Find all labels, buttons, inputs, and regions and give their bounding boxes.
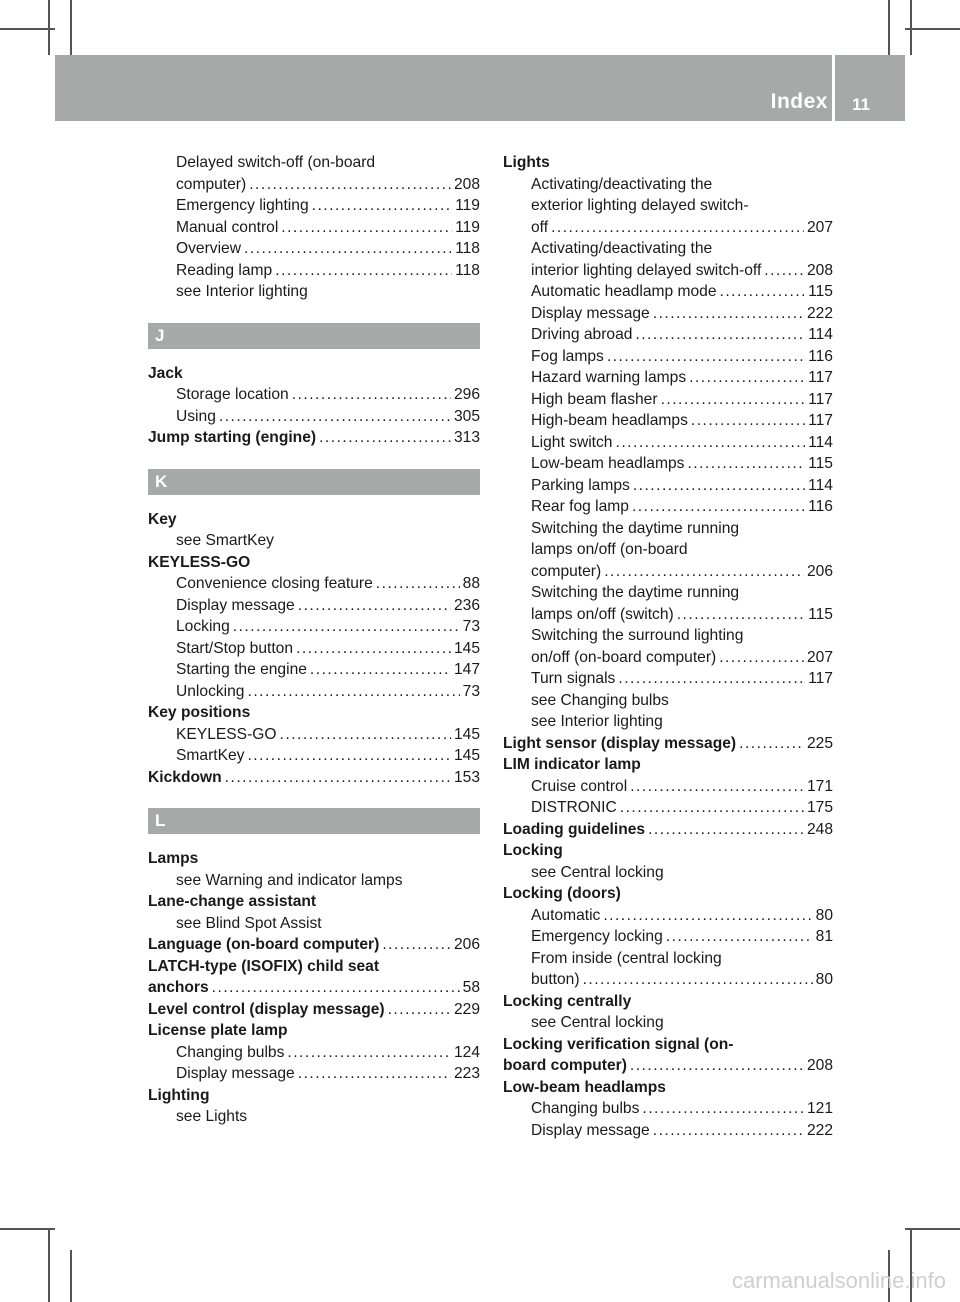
index-subentry	[148, 573, 480, 595]
entry-text: Storage location	[176, 386, 289, 403]
crop-mark	[48, 1228, 50, 1302]
page-reference: 117	[808, 369, 833, 386]
page-reference: 80	[815, 971, 833, 988]
index-subentry	[148, 659, 480, 681]
dot-leader	[618, 668, 805, 690]
entry-text: off	[531, 218, 549, 236]
dot-leader	[615, 432, 805, 454]
index-subentry	[503, 453, 833, 475]
page-reference: 206	[806, 562, 833, 580]
index-subentry	[503, 582, 833, 604]
entry-text: Convenience closing feature	[176, 575, 373, 592]
index-subentry	[503, 690, 833, 712]
entry-text: DISTRONIC	[531, 799, 617, 816]
page-reference: 88	[462, 575, 480, 592]
page-reference: 207	[806, 648, 833, 666]
entry-text: Manual control	[176, 218, 279, 236]
dot-leader	[312, 195, 453, 217]
dot-leader	[653, 303, 804, 325]
index-subentry	[148, 174, 480, 196]
entry-text: Level control (display message)	[148, 1000, 385, 1018]
index-subentry	[148, 152, 480, 174]
dot-leader	[720, 281, 806, 303]
page-reference: 119	[455, 197, 480, 214]
index-subentry	[503, 260, 833, 282]
index-subentry	[503, 174, 833, 196]
page-reference: 118	[455, 261, 480, 279]
index-subentry	[503, 195, 833, 217]
entry-text: Key	[148, 510, 177, 528]
dot-leader	[677, 604, 805, 626]
entry-text: Unlocking	[176, 682, 245, 700]
dot-leader	[607, 346, 805, 368]
page-reference: 117	[808, 670, 833, 687]
page-reference: 73	[462, 682, 480, 700]
index-entry	[148, 977, 480, 999]
index-subentry	[503, 948, 833, 970]
index-subentry	[148, 913, 480, 935]
dot-leader	[666, 926, 813, 948]
entry-text: License plate lamp	[148, 1022, 288, 1039]
index-subentry	[503, 905, 833, 927]
entry-text: Jack	[148, 364, 183, 382]
dot-leader	[551, 217, 804, 239]
page-reference: 117	[808, 390, 833, 408]
page-reference: 171	[806, 777, 833, 795]
index-entry	[503, 840, 833, 862]
entry-text: anchors	[148, 979, 209, 996]
index-subentry	[148, 1042, 480, 1064]
index-entry	[148, 891, 480, 913]
index-subentry	[148, 1063, 480, 1085]
page-reference: 229	[453, 1000, 480, 1018]
index-entry	[503, 1034, 833, 1056]
page-reference: 121	[806, 1100, 833, 1117]
dot-leader	[219, 406, 451, 428]
dot-leader	[233, 616, 460, 638]
entry-text: button)	[531, 971, 580, 988]
entry-text: Lighting	[148, 1086, 210, 1104]
entry-text: Jump starting (engine)	[148, 429, 317, 446]
index-subentry	[503, 625, 833, 647]
index-subentry	[503, 604, 833, 626]
page-title: Index	[770, 90, 828, 113]
index-entry	[503, 1077, 833, 1099]
dot-leader	[648, 819, 804, 841]
dot-leader	[630, 776, 804, 798]
entry-text: Lights	[503, 154, 550, 171]
dot-leader	[310, 659, 451, 681]
entry-text: see SmartKey	[176, 532, 274, 549]
entry-text: interior lighting delayed switch-off	[531, 261, 762, 279]
index-subentry	[503, 1098, 833, 1120]
dot-leader	[388, 999, 451, 1021]
entry-text: Display message	[531, 1121, 650, 1139]
index-subentry	[148, 530, 480, 552]
index-subentry	[503, 238, 833, 260]
entry-text: Driving abroad	[531, 326, 633, 343]
index-subentry	[148, 724, 480, 746]
entry-text: board computer)	[503, 1057, 627, 1074]
page-reference: 153	[453, 768, 480, 786]
index-subentry	[148, 195, 480, 217]
dot-leader	[739, 733, 804, 755]
page-reference: 223	[453, 1065, 480, 1082]
index-entry	[503, 883, 833, 905]
index-subentry	[503, 389, 833, 411]
index-entry	[148, 1085, 480, 1107]
entry-text: Low-beam headlamps	[531, 455, 685, 472]
dot-leader	[689, 367, 805, 389]
index-entry	[148, 1020, 480, 1042]
entry-text: see Central locking	[531, 863, 664, 881]
dot-leader	[633, 475, 805, 497]
entry-text: Turn signals	[531, 670, 616, 687]
page-number: 11	[852, 95, 870, 114]
entry-text: Display message	[176, 1065, 295, 1082]
page-reference: 73	[462, 618, 480, 635]
index-entry	[503, 152, 833, 174]
dot-leader	[376, 573, 460, 595]
page-reference: 114	[808, 326, 833, 343]
index-entry	[148, 552, 480, 574]
entry-text: Locking centrally	[503, 992, 632, 1010]
entry-text: computer)	[176, 175, 247, 193]
dot-leader	[583, 969, 813, 991]
dot-leader	[764, 260, 804, 282]
index-subentry	[503, 303, 833, 325]
entry-text: Starting the engine	[176, 661, 307, 678]
dot-leader	[212, 977, 460, 999]
index-entry	[503, 754, 833, 776]
index-subentry	[503, 776, 833, 798]
page-reference: 118	[455, 240, 480, 257]
dot-leader	[292, 384, 451, 406]
crop-mark	[0, 28, 55, 30]
index-subentry	[148, 870, 480, 892]
dot-leader	[280, 724, 451, 746]
index-subentry	[503, 647, 833, 669]
page-reference: 147	[453, 661, 480, 678]
index-column-left	[148, 152, 480, 1128]
page-reference: 58	[462, 979, 480, 996]
dot-leader	[632, 496, 805, 518]
dot-leader	[691, 410, 805, 432]
entry-text: KEYLESS-GO	[176, 725, 277, 743]
entry-text: Fog lamps	[531, 347, 604, 365]
entry-text: computer)	[531, 562, 602, 580]
index-subentry	[503, 346, 833, 368]
dot-leader	[298, 595, 451, 617]
dot-leader	[247, 745, 451, 767]
entry-text: Parking lamps	[531, 476, 630, 494]
section-letter-k: K	[148, 469, 480, 495]
index-subentry	[148, 638, 480, 660]
dot-leader	[382, 934, 451, 956]
entry-text: on/off (on-board computer)	[531, 648, 717, 666]
entry-text: Locking	[503, 842, 563, 859]
entry-text: SmartKey	[176, 747, 245, 764]
entry-text: KEYLESS-GO	[148, 553, 251, 571]
page-reference: 115	[808, 283, 833, 300]
entry-text: see Warning and indicator lamps	[176, 871, 403, 889]
entry-text: Kickdown	[148, 768, 222, 786]
page-reference: 115	[808, 455, 833, 472]
index-subentry	[503, 862, 833, 884]
index-column-right	[503, 152, 833, 1141]
page-reference: 114	[808, 476, 833, 494]
index-subentry	[148, 260, 480, 282]
index-subentry	[148, 384, 480, 406]
index-entry	[503, 733, 833, 755]
page-reference: 222	[806, 304, 833, 322]
index-subentry	[503, 797, 833, 819]
dot-leader	[642, 1098, 804, 1120]
index-subentry	[503, 518, 833, 540]
crop-mark	[910, 0, 912, 55]
page-reference: 208	[806, 1057, 833, 1074]
entry-text: LATCH-type (ISOFIX) child seat	[148, 957, 380, 975]
page-reference: 145	[453, 639, 480, 657]
dot-leader	[604, 561, 804, 583]
entry-text: see Blind Spot Assist	[176, 914, 322, 932]
entry-text: see Interior lighting	[176, 283, 308, 300]
entry-text: From inside (central locking	[531, 949, 722, 967]
entry-text: Delayed switch-off (on-board	[176, 154, 376, 171]
index-subentry	[503, 539, 833, 561]
dot-leader	[635, 324, 805, 346]
page-reference: 296	[453, 386, 480, 403]
entry-text: Changing bulbs	[176, 1043, 285, 1061]
dot-leader	[296, 638, 451, 660]
entry-text: Light sensor (display message)	[503, 734, 737, 752]
page-reference: 116	[808, 498, 833, 515]
entry-text: Switching the surround lighting	[531, 627, 744, 644]
entry-text: Using	[176, 407, 216, 425]
entry-text: Locking verification signal (on-	[503, 1035, 734, 1053]
entry-text: Cruise control	[531, 777, 628, 795]
index-subentry	[503, 496, 833, 518]
index-entry	[148, 767, 480, 789]
index-subentry	[503, 1012, 833, 1034]
crop-mark	[905, 28, 960, 30]
page-reference: 117	[808, 412, 833, 429]
page-reference: 80	[815, 906, 833, 924]
entry-text: lamps on/off (on-board	[531, 541, 688, 558]
index-subentry	[148, 681, 480, 703]
index-subentry	[148, 281, 480, 303]
page-reference: 115	[808, 605, 833, 623]
index-subentry	[503, 475, 833, 497]
entry-text: lamps on/off (switch)	[531, 605, 674, 623]
entry-text: Display message	[531, 304, 650, 322]
entry-text: Overview	[176, 240, 241, 257]
entry-text: Lane-change assistant	[148, 893, 317, 910]
entry-text: Locking	[176, 618, 230, 635]
index-subentry	[148, 406, 480, 428]
entry-text: Switching the daytime running	[531, 584, 740, 601]
page-reference: 145	[453, 725, 480, 743]
entry-text: Emergency locking	[531, 928, 663, 945]
entry-text: Activating/deactivating the	[531, 240, 713, 257]
crop-mark	[905, 1228, 960, 1230]
dot-leader	[687, 453, 805, 475]
entry-text: Locking (doors)	[503, 885, 621, 902]
index-subentry	[503, 432, 833, 454]
entry-text: Activating/deactivating the	[531, 175, 713, 193]
dot-leader	[244, 238, 452, 260]
page-reference: 313	[453, 429, 480, 446]
index-entry	[503, 1055, 833, 1077]
index-subentry	[503, 281, 833, 303]
entry-text: see Interior lighting	[531, 713, 663, 730]
entry-text: Automatic	[531, 906, 601, 924]
page-reference: 114	[808, 433, 833, 451]
page-reference: 175	[806, 799, 833, 816]
crop-mark	[0, 1228, 55, 1230]
page-reference: 208	[806, 261, 833, 279]
crop-mark	[48, 0, 50, 55]
index-entry	[148, 956, 480, 978]
entry-text: see Changing bulbs	[531, 691, 669, 709]
page-reference: 225	[806, 734, 833, 752]
index-entry	[503, 819, 833, 841]
entry-text: Language (on-board computer)	[148, 936, 380, 953]
index-subentry	[503, 926, 833, 948]
index-subentry	[148, 238, 480, 260]
entry-text: Lamps	[148, 850, 199, 867]
dot-leader	[653, 1120, 804, 1142]
page-reference: 116	[808, 347, 833, 365]
index-subentry	[148, 616, 480, 638]
entry-text: Display message	[176, 596, 295, 614]
index-subentry	[148, 217, 480, 239]
index-subentry	[148, 745, 480, 767]
index-entry	[148, 934, 480, 956]
section-letter-l: L	[148, 808, 480, 834]
dot-leader	[661, 389, 806, 411]
crop-mark	[70, 0, 72, 55]
entry-text: Light switch	[531, 433, 613, 451]
index-subentry	[503, 561, 833, 583]
entry-text: exterior lighting delayed switch-	[531, 197, 749, 214]
entry-text: Key positions	[148, 704, 251, 721]
crop-mark	[888, 0, 890, 55]
header-divider	[832, 55, 835, 121]
dot-leader	[298, 1063, 451, 1085]
dot-leader	[620, 797, 804, 819]
index-subentry	[148, 595, 480, 617]
entry-text: see Lights	[176, 1108, 248, 1125]
index-subentry	[503, 324, 833, 346]
dot-leader	[319, 427, 451, 449]
index-subentry	[503, 1120, 833, 1142]
dot-leader	[287, 1042, 451, 1064]
index-subentry	[503, 668, 833, 690]
entry-text: Automatic headlamp mode	[531, 283, 717, 300]
entry-text: Switching the daytime running	[531, 519, 740, 537]
dot-leader	[275, 260, 452, 282]
index-subentry	[503, 711, 833, 733]
entry-text: Rear fog lamp	[531, 498, 629, 515]
page-reference: 305	[453, 407, 480, 425]
dot-leader	[247, 681, 459, 703]
entry-text: Hazard warning lamps	[531, 369, 687, 386]
page-reference: 119	[455, 218, 480, 236]
section-letter-j: J	[148, 323, 480, 349]
index-subentry	[503, 969, 833, 991]
entry-text: LIM indicator lamp	[503, 756, 641, 773]
entry-text: see Central locking	[531, 1014, 664, 1031]
dot-leader	[281, 217, 452, 239]
dot-leader	[225, 767, 451, 789]
index-entry	[148, 427, 480, 449]
page-reference: 236	[453, 596, 480, 614]
page-reference: 81	[815, 928, 833, 945]
page-reference: 208	[453, 175, 480, 193]
dot-leader	[630, 1055, 804, 1077]
dot-leader	[603, 905, 812, 927]
index-entry	[503, 991, 833, 1013]
entry-text: Start/Stop button	[176, 639, 294, 657]
dot-leader	[249, 174, 451, 196]
index-subentry	[503, 217, 833, 239]
entry-text: Emergency lighting	[176, 197, 309, 214]
index-subentry	[503, 367, 833, 389]
index-entry	[148, 363, 480, 385]
entry-text: Low-beam headlamps	[503, 1078, 666, 1096]
entry-text: Reading lamp	[176, 261, 273, 279]
index-entry	[148, 702, 480, 724]
index-subentry	[503, 410, 833, 432]
index-entry	[148, 999, 480, 1021]
index-subentry	[148, 1106, 480, 1128]
page-reference: 207	[806, 218, 833, 236]
index-entry	[148, 509, 480, 531]
page-reference: 248	[806, 820, 833, 838]
entry-text: High beam flasher	[531, 390, 658, 408]
page-reference: 124	[453, 1043, 480, 1061]
entry-text: Loading guidelines	[503, 820, 646, 838]
crop-mark	[70, 1250, 72, 1302]
page-reference: 222	[806, 1121, 833, 1139]
page-reference: 145	[453, 747, 480, 764]
dot-leader	[719, 647, 804, 669]
entry-text: Changing bulbs	[531, 1100, 640, 1117]
index-entry	[148, 848, 480, 870]
footer-watermark: carmanualsonline.info	[731, 1268, 946, 1293]
entry-text: High-beam headlamps	[531, 412, 688, 429]
page-reference: 206	[453, 936, 480, 953]
